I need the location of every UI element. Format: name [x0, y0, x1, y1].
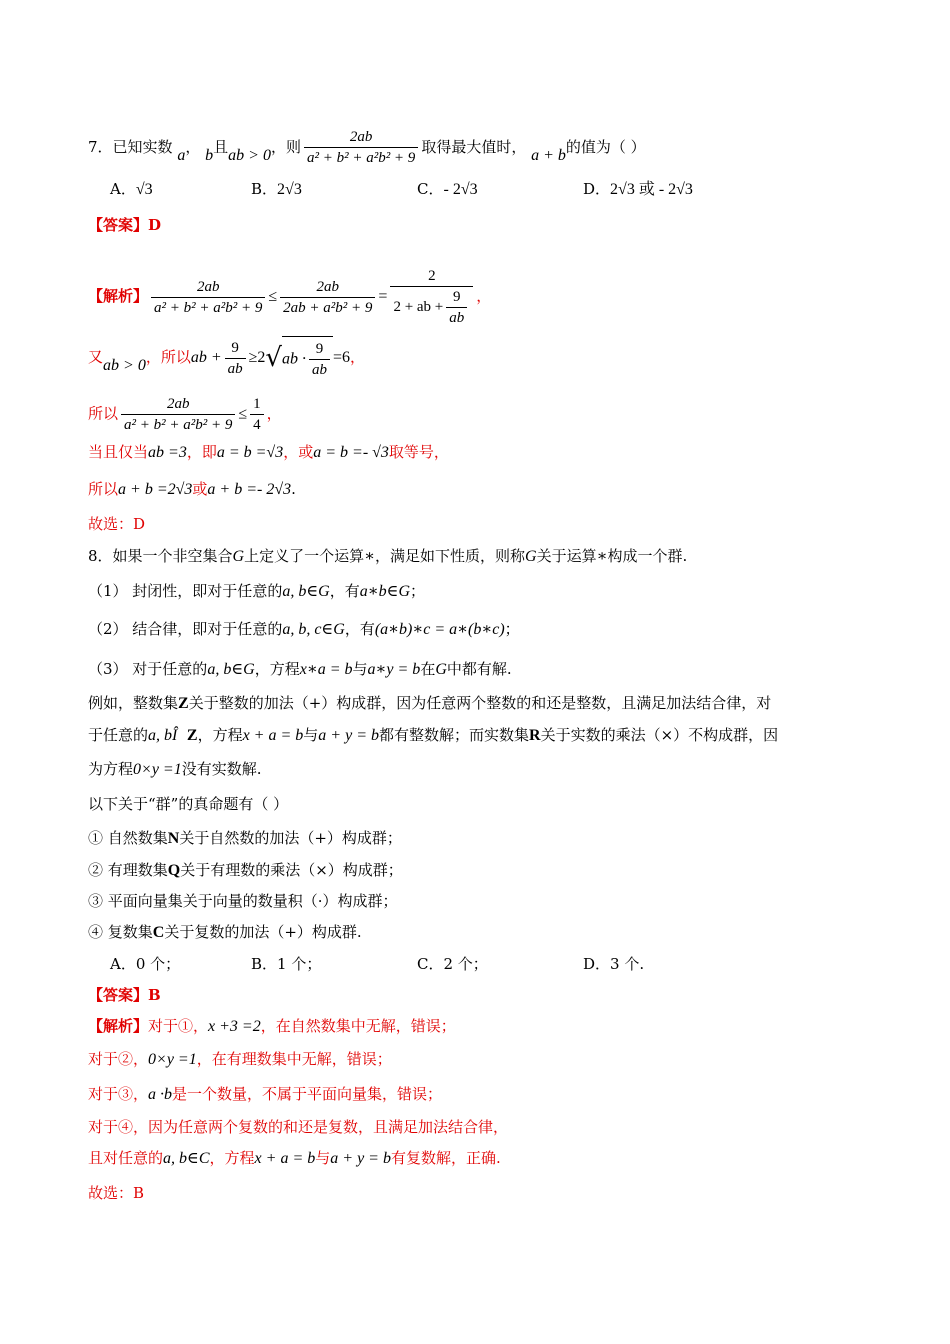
- q8-option-b: B．1 个；: [251, 955, 322, 973]
- q7-option-d: D．2√3 或 - 2√3: [583, 180, 693, 198]
- q7-conclusion: 故选：D: [88, 515, 146, 533]
- q8-stem: 8．如果一个非空集合G上定义了一个运算∗，满足如下性质，则称G关于运算∗构成一个群.: [88, 547, 688, 565]
- q8-property-3: （3） 对于任意的a, b∈G，方程x∗a = b与a∗y = b在G中都有解.: [88, 660, 512, 678]
- q8-statement-3: ③ 平面向量集关于向量的数量积（·）构成群；: [88, 892, 398, 910]
- q7-option-a: A．√3: [110, 180, 153, 198]
- var-b: b: [205, 147, 214, 164]
- q8-property-2: （2） 结合律，即对于任意的a, b, c∈G，有(a∗b)∗c = a∗(b∗c)；: [88, 620, 520, 638]
- q7-analysis-line3: 所以 $\frac{2ab}{\text{a² + b² + a²b² + 9}}$ ≤ $\frac{1}{4}$ ，: [88, 396, 282, 433]
- q7-option-b: B．2√3: [251, 180, 302, 198]
- q8-option-d: D．3 个.: [583, 955, 645, 973]
- q8-example-line1: 例如，整数集Z关于整数的加法（+）构成群，因为任意两个整数的和还是整数，且满足加法结合律，对: [88, 694, 772, 712]
- q8-statement-2: ② 有理数集Q关于有理数的乘法（×）构成群；: [88, 861, 403, 879]
- q8-analysis-line2: 对于②，0×y =1，在有理数集中无解，错误；: [88, 1050, 392, 1068]
- q7-analysis-line4: 当且仅当ab =3，即a = b =√3，或a = b =- √3取等号，: [88, 443, 449, 461]
- q7-analysis-line2: 又ab > 0，所以ab + $\frac{9}{ab}$ ≥2√ab · $\frac{9}{ab}$ =6，: [88, 336, 365, 380]
- q7-answer: 【答案】D: [88, 216, 162, 234]
- q8-analysis-line3: 对于③，a ·b是一个数量，不属于平面向量集，错误；: [88, 1085, 443, 1103]
- q8-question: 以下关于“群”的真命题有（ ）: [88, 795, 289, 813]
- q8-analysis-line5: 且对任意的a, b∈C，方程x + a = b与a + y = b有复数解，正确.: [88, 1149, 501, 1167]
- q8-example-line3: 为方程0×y =1没有实数解.: [88, 760, 262, 778]
- condition: ab > 0: [228, 147, 271, 164]
- fraction: $\frac{2ab}{\text{a² + b² + a²b² + 9}}$: [304, 127, 418, 168]
- q7-analysis-line1: 【解析】 $\frac{2ab}{\text{a² + b² + a²b² + 9}}$ ≤ $\frac{2ab}{\text{2ab + a²b² + 9}}$ = 2 2 + ab + $\frac{9}{ab}$ ，: [88, 268, 492, 326]
- q8-answer: 【答案】B: [88, 986, 161, 1004]
- q7-stem: 7．已知实数 a， b且ab > 0，则 $\frac{2ab}{\text{a² + b² + a²b² + 9}}$ 取得最大值时， a + b的值为（ ）: [88, 129, 646, 166]
- sum-expression: a + b: [531, 147, 566, 164]
- q7-analysis-line5: 所以a + b =2√3或a + b =- 2√3.: [88, 480, 296, 498]
- q8-analysis-line1: 【解析】对于①，x +3 =2，在自然数集中无解，错误；: [88, 1017, 456, 1035]
- q8-option-a: A．0 个；: [110, 955, 181, 973]
- q8-statement-1: ① 自然数集N关于自然数的加法（+）构成群；: [88, 829, 402, 847]
- q7-option-c: C．- 2√3: [417, 180, 478, 198]
- q8-example-line2: 于任意的a, bÎ Z，方程x + a = b与a + y = b都有整数解；而实数集R关于实数的乘法（×）不构成群，因: [88, 726, 779, 744]
- var-a: a: [177, 147, 186, 164]
- q8-statement-4: ④ 复数集C关于复数的加法（+）构成群.: [88, 923, 362, 941]
- q8-conclusion: 故选：B: [88, 1184, 145, 1202]
- q8-option-c: C．2 个；: [417, 955, 488, 973]
- q8-analysis-line4: 对于④，因为任意两个复数的和还是复数，且满足加法结合律，: [88, 1118, 509, 1136]
- q8-property-1: （1） 封闭性，即对于任意的a, b∈G，有a∗b∈G；: [88, 582, 426, 600]
